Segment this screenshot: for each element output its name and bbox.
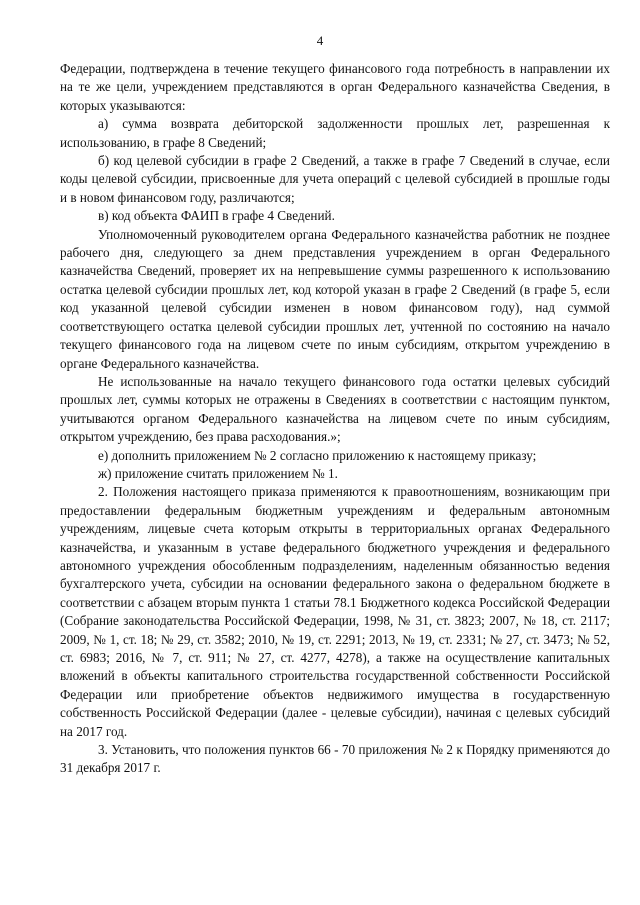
paragraph: Не использованные на начало текущего финансового года остатки целевых субсидий прошлых лет, суммы которых не отражены в Сведениях в соответствии с настоящим пунктом, учитываются органом Федерального казначейства на лицевом счете по иным субсидиям, открытом учреждению, без права расходования.»; — [60, 373, 610, 445]
paragraph: б) код целевой субсидии в графе 2 Сведений, а также в графе 7 Сведений в случае, если коды целевой субсидии, присвоенные для учета операций с целевой субсидией в прошлые годы и в новом финансовом году, различаются; — [60, 153, 610, 205]
paragraph: Уполномоченный руководителем органа Федерального казначейства работник не позднее рабочего дня, следующего за днем представления учреждением в орган Федерального казначейства Сведений, проверяет их на непревышение суммы разрешенного к использованию остатка целевой субсидии прошлых лет, код которой указан в графе 2 Сведений (в графе 5, если код указанной целевой субсидии изменен в новом финансовом году), над суммой соответствующего остатка целевой субсидии прошлых лет, учтенной по состоянию на начало текущего финансового года на лицевом счете по иным субсидиям, открытом учреждению в органе Федерального казначейства. — [60, 226, 610, 371]
document-body — [60, 60, 610, 778]
paragraph: е) дополнить приложением № 2 согласно приложению к настоящему приказу; — [98, 447, 537, 463]
paragraph: 3. Установить, что положения пунктов 66 - 70 приложения № 2 к Порядку применяются до 31 декабря 2017 г. — [60, 742, 610, 776]
paragraph: ж) приложение считать приложением № 1. — [98, 465, 338, 481]
paragraph: 2. Положения настоящего приказа применяются к правоотношениям, возникающим при предоставлении федеральным бюджетным учреждениям и федеральным автономным учреждениям, лицевые счета которым открыты в территориальных органах Федерального казначейства, и указанным в уставе федерального бюджетного учреждения и федерального автономного учреждения обособленным подразделениям, наделенным обязанностью ведения бухгалтерского учета, субсидии на основании федерального закона о федеральном бюджете в соответствии с абзацем вторым пункта 1 статьи 78.1 Бюджетного кодекса Российской Федерации (Собрание законодательства Российской Федерации, 1998, № 31, ст. 3823; 2007, № 18, ст. 2117; 2009, № 1, ст. 18; № 29, ст. 3582; 2010, № 19, ст. 2291; 2013, № 19, ст. 2331; № 27, ст. 3473; № 52, ст. 6983; 2016, № 7, ст. 911; № 27, ст. 4277, 4278), а также на осуществление капитальных вложений в объекты капитального строительства государственной собственности Российской Федерации или приобретение объектов недвижимого имущества в государственную собственность Российской Федерации (далее - целевые субсидии), начиная с целевых субсидий на 2017 год. — [60, 484, 610, 739]
paragraph: в) код объекта ФАИП в графе 4 Сведений. — [98, 208, 335, 224]
page-number: 4 — [316, 33, 324, 48]
paragraph: а) сумма возврата дебиторской задолженности прошлых лет, разрешенная к использованию, в графе 8 Сведений; — [60, 116, 610, 150]
paragraph: Федерации, подтверждена в течение текущего финансового года потребность в направлении их на те же цели, учреждением представляются в орган Федерального казначейства Сведения, в которых указываются: — [60, 61, 610, 113]
